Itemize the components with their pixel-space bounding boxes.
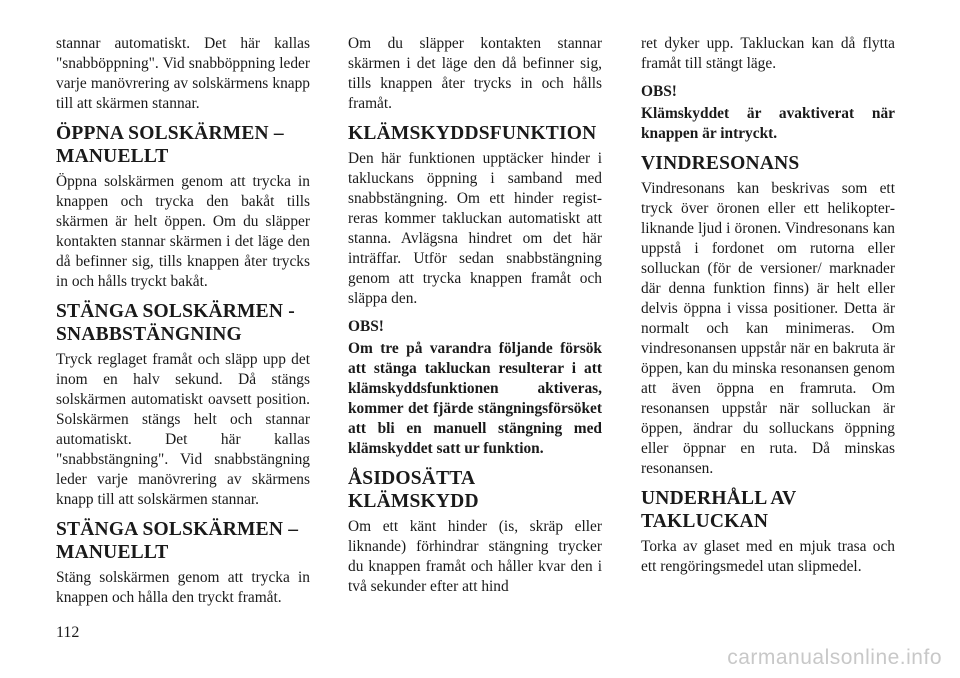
paragraph: Om du släpper kontakten stannar skärmen i det läge den då befinner sig, tills knappen åter trycks in och hålls framåt. xyxy=(348,35,602,112)
paragraph: ret dyker upp. Takluckan kan då flytta framåt till stängt läge. xyxy=(641,35,895,72)
section-heading-override-pinch: ÅSIDOSÄTTA KLÄMSKYDD xyxy=(348,468,479,512)
section-heading-wind-resonance: VINDRESONANS xyxy=(641,153,800,174)
section-heading-maintenance: UNDERHÅLL AV TAKLUCKAN xyxy=(641,488,797,532)
paragraph: Öppna solskärmen genom att trycka in knappen och trycka den bakåt tills skärmen är helt öppen. Om du släpper kontakten stannar skärmen i det läge den då befinner sig, tills knappen åter trycks in och hålls tryckt bakåt. xyxy=(56,173,310,290)
column-1 xyxy=(56,34,310,616)
section-heading-close-quick: STÄNGA SOLSKÄRMEN - SNABBSTÄNGNING xyxy=(56,301,295,345)
column-3 xyxy=(641,34,895,585)
paragraph: Stäng solskärmen genom att trycka in knappen och hålla den tryckt framåt. xyxy=(56,569,310,606)
page-number: 112 xyxy=(56,624,80,641)
paragraph: Om ett känt hinder (is, skräp eller liknande) förhindrar stängning trycker du knappen framåt och håller kvar den i två sekunder efter att hind xyxy=(348,518,602,595)
column-2 xyxy=(348,34,602,605)
note-text: Om tre på varandra följande försök att stänga takluckan resulterar i att klämskyddsfunktionen aktiveras, kommer det fjärde stängningsförsöket att bli en manuell stängning med klämskyddet satt ur funktion. xyxy=(348,340,602,457)
note-label: OBS! xyxy=(641,83,677,100)
note-text: Klämskyddet är avaktiverat när knappen är intryckt. xyxy=(641,105,895,142)
section-heading-open-manual: ÖPPNA SOLSKÄRMEN – MANUELLT xyxy=(56,123,284,167)
paragraph: Vindresonans kan beskrivas som ett tryck över öronen eller ett helikopterliknande ljud i öronen. Vindresonans kan uppstå i fordonet om rutorna eller solluckan (för de versioner/ marknader där denna funktion finns) är helt eller delvis öppna i vissa positioner. Detta är normalt och kan minimeras. Om vindresonansen uppstår när en bakruta är öppen, kan du minska resonansen genom att även öppna en framruta. Om resonansen uppstår när solluckan är öppen, ändrar du solluckans öppning eller öppnar en ruta. Då minskas resonansen. xyxy=(641,180,895,477)
paragraph: Torka av glaset med en mjuk trasa och ett rengöringsmedel utan slipmedel. xyxy=(641,538,895,575)
note-label: OBS! xyxy=(348,318,384,335)
paragraph: stannar automatiskt. Det här kallas "snabböppning". Vid snabböppning leder varje manövrering av solskärmens knapp till att skärmen stannar. xyxy=(56,35,310,112)
watermark: carmanualsonline.info xyxy=(727,646,942,669)
section-heading-close-manual: STÄNGA SOLSKÄRMEN – MANUELLT xyxy=(56,519,299,563)
paragraph: Tryck reglaget framåt och släpp upp det inom en halv sekund. Då stängs solskärmen automatiskt oavsett position. Solskärmen stängs helt och stannar automatiskt. Det här kallas "snabbstängning". Vid snabbstängning leder varje manövrering av skärmens knapp till att solskärmen stannar. xyxy=(56,351,310,508)
paragraph: Den här funktionen upptäcker hinder i takluckans öppning i samband med snabbstängning. Om ett hinder registreras kommer takluckan automatiskt att stanna. Avlägsna hindret om det här inträffar. Utför sedan snabbstängning genom att trycka knappen framåt och släppa den. xyxy=(348,150,602,307)
section-heading-pinch-protection: KLÄMSKYDDSFUNKTION xyxy=(348,123,597,144)
